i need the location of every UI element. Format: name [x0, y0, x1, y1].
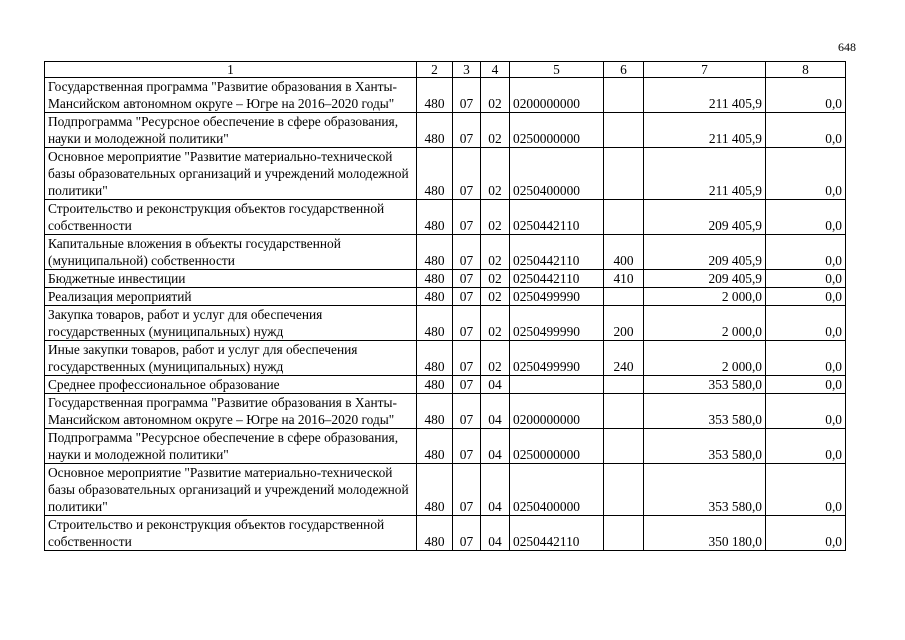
admin-code-cell: 480	[417, 235, 453, 270]
subsection-code-cell: 02	[481, 306, 510, 341]
row-description-cell: Подпрограмма "Ресурсное обеспечение в сфере образования, науки и молодежной политики"	[45, 429, 417, 464]
target-article-code-cell: 0250442110	[510, 200, 604, 235]
section-code-cell: 07	[453, 516, 481, 551]
column-header: 6	[604, 62, 644, 78]
expense-type-code-cell	[604, 200, 644, 235]
row-description-cell: Закупка товаров, работ и услуг для обеспечения государственных (муниципальных) нужд	[45, 306, 417, 341]
row-description-cell: Подпрограмма "Ресурсное обеспечение в сфере образования, науки и молодежной политики"	[45, 113, 417, 148]
subsection-code-cell: 04	[481, 376, 510, 394]
admin-code-cell: 480	[417, 288, 453, 306]
column-header: 7	[644, 62, 766, 78]
amount-secondary-cell: 0,0	[766, 235, 846, 270]
subsection-code-cell: 02	[481, 78, 510, 113]
amount-secondary-cell: 0,0	[766, 464, 846, 516]
target-article-code-cell: 0200000000	[510, 78, 604, 113]
amount-secondary-cell: 0,0	[766, 270, 846, 288]
table-row	[45, 270, 846, 288]
subsection-code-cell: 04	[481, 429, 510, 464]
amount-secondary-cell: 0,0	[766, 376, 846, 394]
amount-secondary-cell: 0,0	[766, 288, 846, 306]
section-code-cell: 07	[453, 341, 481, 376]
row-description-cell: Капитальные вложения в объекты государственной (муниципальной) собственности	[45, 235, 417, 270]
expense-type-code-cell	[604, 113, 644, 148]
section-code-cell: 07	[453, 394, 481, 429]
subsection-code-cell: 04	[481, 516, 510, 551]
admin-code-cell: 480	[417, 394, 453, 429]
section-code-cell: 07	[453, 200, 481, 235]
column-header: 5	[510, 62, 604, 78]
table-row	[45, 148, 846, 200]
amount-cell: 209 405,9	[644, 200, 766, 235]
target-article-code-cell: 0250499990	[510, 288, 604, 306]
column-header: 2	[417, 62, 453, 78]
section-code-cell: 07	[453, 78, 481, 113]
table-row	[45, 394, 846, 429]
amount-cell: 2 000,0	[644, 341, 766, 376]
table-row	[45, 78, 846, 113]
admin-code-cell: 480	[417, 113, 453, 148]
expense-type-code-cell: 240	[604, 341, 644, 376]
section-code-cell: 07	[453, 429, 481, 464]
row-description-cell: Бюджетные инвестиции	[45, 270, 417, 288]
admin-code-cell: 480	[417, 429, 453, 464]
column-header: 3	[453, 62, 481, 78]
amount-cell: 350 180,0	[644, 516, 766, 551]
row-description-cell: Строительство и реконструкция объектов государственной собственности	[45, 200, 417, 235]
target-article-code-cell: 0250442110	[510, 516, 604, 551]
amount-cell: 211 405,9	[644, 78, 766, 113]
admin-code-cell: 480	[417, 270, 453, 288]
table-row	[45, 376, 846, 394]
amount-secondary-cell: 0,0	[766, 113, 846, 148]
target-article-code-cell: 0250442110	[510, 270, 604, 288]
amount-cell: 2 000,0	[644, 306, 766, 341]
expense-type-code-cell: 200	[604, 306, 644, 341]
expense-type-code-cell	[604, 429, 644, 464]
admin-code-cell: 480	[417, 341, 453, 376]
target-article-code-cell: 0250000000	[510, 113, 604, 148]
row-description-cell: Реализация мероприятий	[45, 288, 417, 306]
amount-secondary-cell: 0,0	[766, 429, 846, 464]
section-code-cell: 07	[453, 235, 481, 270]
subsection-code-cell: 02	[481, 200, 510, 235]
section-code-cell: 07	[453, 288, 481, 306]
target-article-code-cell: 0250499990	[510, 341, 604, 376]
expense-type-code-cell: 410	[604, 270, 644, 288]
table-row	[45, 113, 846, 148]
row-description-cell: Среднее профессиональное образование	[45, 376, 417, 394]
expense-type-code-cell	[604, 78, 644, 113]
subsection-code-cell: 02	[481, 270, 510, 288]
column-header: 4	[481, 62, 510, 78]
section-code-cell: 07	[453, 270, 481, 288]
amount-cell: 353 580,0	[644, 429, 766, 464]
amount-cell: 209 405,9	[644, 270, 766, 288]
column-header: 1	[45, 62, 417, 78]
row-description-cell: Государственная программа "Развитие образования в Ханты-Мансийском автономном округе – Югре на 2016–2020 годы"	[45, 78, 417, 113]
section-code-cell: 07	[453, 113, 481, 148]
column-header: 8	[766, 62, 846, 78]
amount-secondary-cell: 0,0	[766, 78, 846, 113]
amount-secondary-cell: 0,0	[766, 200, 846, 235]
expense-type-code-cell	[604, 464, 644, 516]
expense-type-code-cell	[604, 148, 644, 200]
section-code-cell: 07	[453, 376, 481, 394]
expense-type-code-cell	[604, 394, 644, 429]
subsection-code-cell: 02	[481, 341, 510, 376]
row-description-cell: Иные закупки товаров, работ и услуг для обеспечения государственных (муниципальных) нужд	[45, 341, 417, 376]
section-code-cell: 07	[453, 464, 481, 516]
row-description-cell: Государственная программа "Развитие образования в Ханты-Мансийском автономном округе – Югре на 2016–2020 годы"	[45, 394, 417, 429]
amount-secondary-cell: 0,0	[766, 516, 846, 551]
target-article-code-cell: 0250499990	[510, 306, 604, 341]
table-row	[45, 200, 846, 235]
amount-secondary-cell: 0,0	[766, 394, 846, 429]
amount-secondary-cell: 0,0	[766, 306, 846, 341]
table-row	[45, 516, 846, 551]
admin-code-cell: 480	[417, 148, 453, 200]
amount-cell: 2 000,0	[644, 288, 766, 306]
admin-code-cell: 480	[417, 516, 453, 551]
table-row	[45, 288, 846, 306]
target-article-code-cell: 0250400000	[510, 148, 604, 200]
table-row	[45, 464, 846, 516]
target-article-code-cell: 0250400000	[510, 464, 604, 516]
amount-cell: 211 405,9	[644, 148, 766, 200]
row-description-cell: Строительство и реконструкция объектов государственной собственности	[45, 516, 417, 551]
subsection-code-cell: 02	[481, 235, 510, 270]
amount-cell: 209 405,9	[644, 235, 766, 270]
table-row	[45, 341, 846, 376]
target-article-code-cell	[510, 376, 604, 394]
target-article-code-cell: 0200000000	[510, 394, 604, 429]
admin-code-cell: 480	[417, 376, 453, 394]
admin-code-cell: 480	[417, 200, 453, 235]
subsection-code-cell: 02	[481, 288, 510, 306]
amount-cell: 211 405,9	[644, 113, 766, 148]
amount-cell: 353 580,0	[644, 464, 766, 516]
budget-table	[44, 61, 846, 551]
amount-cell: 353 580,0	[644, 394, 766, 429]
header-row	[45, 62, 846, 78]
expense-type-code-cell	[604, 288, 644, 306]
admin-code-cell: 480	[417, 464, 453, 516]
table-row	[45, 235, 846, 270]
admin-code-cell: 480	[417, 78, 453, 113]
subsection-code-cell: 02	[481, 148, 510, 200]
admin-code-cell: 480	[417, 306, 453, 341]
subsection-code-cell: 02	[481, 113, 510, 148]
target-article-code-cell: 0250442110	[510, 235, 604, 270]
section-code-cell: 07	[453, 148, 481, 200]
amount-secondary-cell: 0,0	[766, 341, 846, 376]
target-article-code-cell: 0250000000	[510, 429, 604, 464]
table-row	[45, 429, 846, 464]
expense-type-code-cell: 400	[604, 235, 644, 270]
amount-cell: 353 580,0	[644, 376, 766, 394]
section-code-cell: 07	[453, 306, 481, 341]
table-row	[45, 306, 846, 341]
row-description-cell: Основное мероприятие "Развитие материально-технической базы образовательных организаций и учреждений молодежной политики"	[45, 148, 417, 200]
expense-type-code-cell	[604, 516, 644, 551]
amount-secondary-cell: 0,0	[766, 148, 846, 200]
page-number: 648	[838, 40, 856, 54]
expense-type-code-cell	[604, 376, 644, 394]
row-description-cell: Основное мероприятие "Развитие материально-технической базы образовательных организаций и учреждений молодежной политики"	[45, 464, 417, 516]
subsection-code-cell: 04	[481, 464, 510, 516]
subsection-code-cell: 04	[481, 394, 510, 429]
